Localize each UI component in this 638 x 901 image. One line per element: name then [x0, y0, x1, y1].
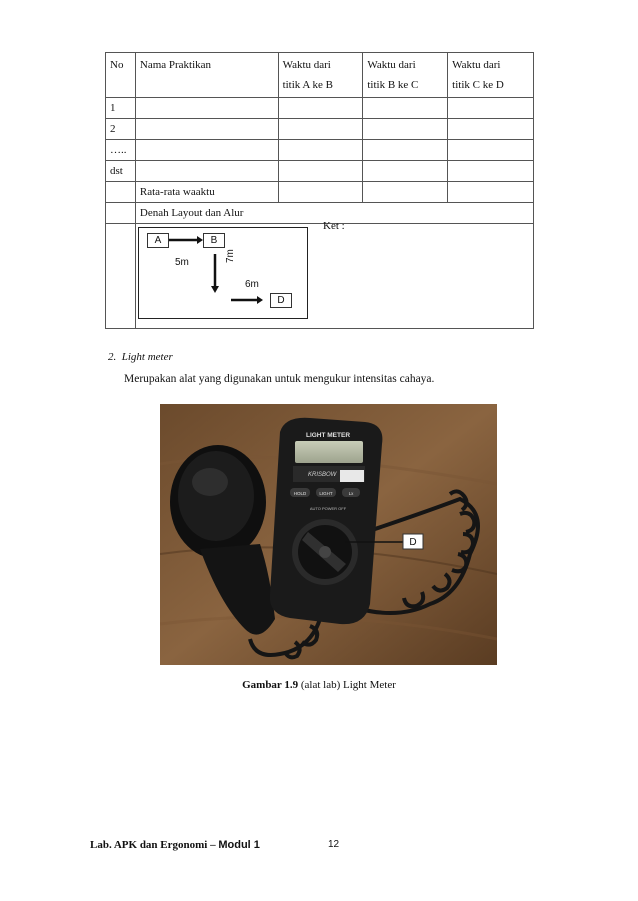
flow-arrows: [139, 228, 307, 318]
footer-title: Lab. APK dan Ergonomi – Modul 1: [90, 839, 260, 851]
layout-row: [106, 203, 534, 224]
lcd-screen: [295, 441, 363, 463]
table-row: [106, 161, 534, 182]
light-meter-photo: [160, 404, 497, 665]
arrowhead-ab: [197, 236, 203, 244]
dist-bc-label: 7m: [225, 249, 236, 263]
dist-cd-label: 6m: [245, 279, 259, 290]
header-no: No: [106, 53, 136, 98]
header-ab: Waktu dari titik A ke B: [278, 53, 363, 98]
meter-body: [270, 418, 383, 624]
brand-label: KRISBOW: [308, 472, 337, 478]
dist-ab-label: 5m: [175, 257, 189, 268]
row-number: 2: [106, 119, 136, 140]
node-b: B: [203, 233, 225, 248]
layout-diagram: [138, 227, 308, 319]
section-heading: 2. Light meter: [108, 351, 173, 363]
figure-caption: Gambar 1.9 (alat lab) Light Meter: [242, 679, 396, 691]
row-number: dst: [106, 161, 136, 182]
ket-label: Ket :: [323, 220, 345, 232]
node-d: D: [270, 293, 292, 308]
row-number: 1: [106, 98, 136, 119]
auto-power-label: AUTO POWER OFF: [309, 506, 347, 511]
table-row: [106, 98, 534, 119]
device-label: LIGHT METER: [305, 432, 351, 439]
row-number: …..: [106, 140, 136, 161]
table-row: [106, 119, 534, 140]
node-a: A: [147, 233, 169, 248]
light-button-label: LIGHT: [319, 491, 333, 496]
section-description: Merupakan alat yang digunakan untuk mengukur intensitas cahaya.: [124, 373, 435, 385]
avg-label: Rata-rata waaktu: [135, 182, 278, 203]
header-nama: Nama Praktikan: [135, 53, 278, 98]
hold-button-label: HOLD: [293, 491, 307, 496]
header-cd: Waktu dari titik C ke D: [448, 53, 534, 98]
avg-row: [106, 182, 534, 203]
page-number: 12: [328, 839, 340, 850]
table-row: [106, 140, 534, 161]
arrowhead-bc: [211, 286, 219, 293]
header-bc: Waktu dari titik B ke C: [363, 53, 448, 98]
table-header-row: [106, 53, 534, 98]
layout-label: Denah Layout dan Alur: [135, 203, 533, 224]
marker-label: D: [409, 537, 417, 548]
extra-button-label: Lx: [348, 491, 354, 496]
arrowhead-cd: [257, 296, 263, 304]
